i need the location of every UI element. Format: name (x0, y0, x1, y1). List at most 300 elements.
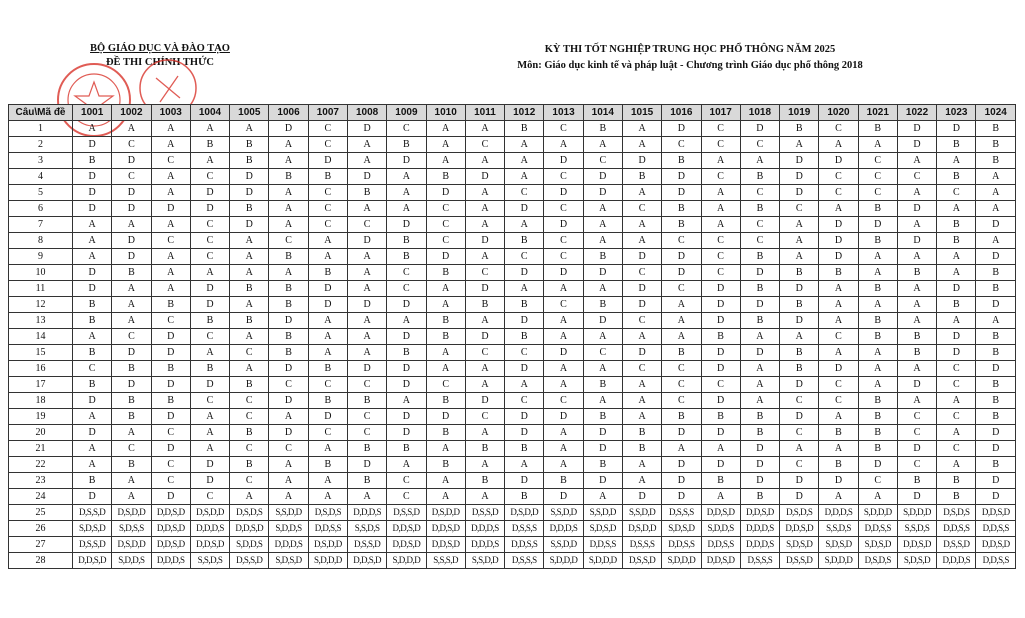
answer-cell: S,D,S,D (780, 537, 819, 553)
answer-cell: D (505, 473, 544, 489)
answer-cell: A (937, 313, 976, 329)
answer-cell: B (858, 441, 897, 457)
answer-cell: D (387, 329, 426, 345)
answer-cell: D (583, 169, 622, 185)
answer-cell: D (976, 425, 1016, 441)
answer-cell: A (583, 489, 622, 505)
answer-cell: A (858, 297, 897, 313)
answer-cell: A (897, 249, 936, 265)
answer-cell: C (819, 169, 858, 185)
answer-cell: C (937, 409, 976, 425)
answer-cell: D (780, 281, 819, 297)
table-row (9, 521, 1016, 537)
answer-cell: A (937, 457, 976, 473)
answer-cell: A (112, 313, 151, 329)
exam-subject: Môn: Giáo dục kinh tế và pháp luật - Chương trình Giáo dục phổ thông 2018 (517, 60, 863, 71)
answer-cell: C (230, 393, 269, 409)
answer-cell: A (308, 233, 347, 249)
answer-cell: D (544, 345, 583, 361)
table-row (9, 233, 1016, 249)
answer-cell: D,S,S,D (73, 537, 112, 553)
answer-cell: D (308, 409, 347, 425)
answer-cell: B (858, 425, 897, 441)
answer-cell: B (387, 441, 426, 457)
answer-cell: A (780, 217, 819, 233)
answer-cell: D (858, 217, 897, 233)
official-exam-label: ĐỀ THI CHÍNH THỨC (105, 57, 215, 68)
answer-cell: D (230, 185, 269, 201)
answer-cell: D (190, 457, 229, 473)
answer-cell: A (622, 473, 661, 489)
answer-cell: A (976, 201, 1016, 217)
answer-cell: B (387, 233, 426, 249)
answer-cell: B (976, 121, 1016, 137)
exam-code-header: 1024 (976, 105, 1016, 121)
answer-cell: A (583, 393, 622, 409)
answer-cell: A (858, 489, 897, 505)
answer-cell: B (976, 345, 1016, 361)
answer-cell: B (347, 185, 386, 201)
answer-cell: D,D,S,D (426, 537, 465, 553)
answer-cell: B (387, 137, 426, 153)
answer-cell: D,D,S,D (347, 553, 386, 569)
answer-cell: D (583, 265, 622, 281)
answer-cell: S,D,S,D (662, 521, 701, 537)
answer-cell: D (740, 473, 779, 489)
answer-cell: D (976, 473, 1016, 489)
table-row (9, 121, 1016, 137)
answer-cell: C (819, 329, 858, 345)
answer-cell: D,S,D,D (190, 505, 229, 521)
answer-cell: B (190, 137, 229, 153)
answer-cell: C (819, 393, 858, 409)
answer-cell: A (230, 297, 269, 313)
answer-cell: D,S,D,S (858, 553, 897, 569)
answer-cell: C (780, 201, 819, 217)
answer-cell: D (426, 185, 465, 201)
answer-cell: D (780, 377, 819, 393)
answer-cell: A (387, 185, 426, 201)
question-number: 6 (9, 201, 73, 217)
answer-cell: A (151, 249, 190, 265)
answer-cell: D,D,S,D (387, 521, 426, 537)
answer-cell: A (347, 281, 386, 297)
answer-cell: D,D,D,S (740, 521, 779, 537)
answer-cell: C (465, 137, 504, 153)
answer-cell: C (662, 137, 701, 153)
answer-cell: A (858, 249, 897, 265)
answer-cell: C (544, 233, 583, 249)
answer-cell: S,D,S,S (112, 521, 151, 537)
exam-code-header: 1011 (465, 105, 504, 121)
answer-cell: B (976, 281, 1016, 297)
answer-cell: D (151, 489, 190, 505)
question-number: 5 (9, 185, 73, 201)
answer-cell: D (269, 361, 308, 377)
answer-cell: D (112, 201, 151, 217)
answer-cell: D,S,S,D (230, 553, 269, 569)
table-row (9, 457, 1016, 473)
answer-cell: A (937, 249, 976, 265)
exam-code-header: 1016 (662, 105, 701, 121)
answer-cell: D (73, 425, 112, 441)
answer-cell: A (937, 265, 976, 281)
answer-cell: B (347, 393, 386, 409)
answer-cell: A (505, 137, 544, 153)
answer-cell: D,S,S,D (937, 537, 976, 553)
answer-cell: D (465, 281, 504, 297)
answer-cell: A (112, 297, 151, 313)
answer-cell: A (465, 489, 504, 505)
answer-cell: C (347, 377, 386, 393)
answer-cell: A (858, 361, 897, 377)
answer-cell: A (151, 185, 190, 201)
answer-cell: B (701, 329, 740, 345)
answer-cell: C (347, 409, 386, 425)
question-number: 12 (9, 297, 73, 313)
answer-cell: C (544, 169, 583, 185)
answer-cell: C (347, 425, 386, 441)
answer-cell: D,S,D,D (505, 505, 544, 521)
answer-cell: A (740, 329, 779, 345)
answer-cell: C (387, 265, 426, 281)
answer-cell: C (701, 233, 740, 249)
answer-cell: D,S,D,D (622, 521, 661, 537)
answer-cell: D (976, 361, 1016, 377)
answer-cell: S,S,D,D (622, 505, 661, 521)
answer-cell: A (583, 233, 622, 249)
answer-cell: D (73, 265, 112, 281)
answer-cell: D (897, 233, 936, 249)
question-number: 11 (9, 281, 73, 297)
answer-cell: B (387, 249, 426, 265)
answer-cell: A (819, 489, 858, 505)
exam-code-header: 1021 (858, 105, 897, 121)
answer-cell: A (858, 345, 897, 361)
question-number: 21 (9, 441, 73, 457)
answer-cell: D (347, 457, 386, 473)
answer-cell: B (426, 425, 465, 441)
answer-cell: D (583, 313, 622, 329)
answer-cell: A (622, 329, 661, 345)
answer-cell: B (740, 313, 779, 329)
answer-cell: A (544, 313, 583, 329)
answer-cell: B (426, 329, 465, 345)
answer-cell: B (662, 201, 701, 217)
answer-cell: B (976, 409, 1016, 425)
answer-cell: D (662, 249, 701, 265)
answer-cell: A (230, 121, 269, 137)
exam-code-header: 1022 (897, 105, 936, 121)
answer-cell: B (937, 169, 976, 185)
answer-cell: D (112, 249, 151, 265)
answer-cell: C (544, 201, 583, 217)
answer-cell: A (819, 201, 858, 217)
answer-cell: D (897, 201, 936, 217)
answer-cell: A (347, 313, 386, 329)
answer-cell: B (662, 345, 701, 361)
answer-cell: A (112, 217, 151, 233)
answer-cell: B (269, 329, 308, 345)
answer-cell: B (269, 345, 308, 361)
answer-cell: A (465, 121, 504, 137)
answer-cell: A (897, 361, 936, 377)
answer-cell: D (505, 313, 544, 329)
answer-cell: A (465, 457, 504, 473)
question-number: 4 (9, 169, 73, 185)
answer-cell: B (73, 345, 112, 361)
answer-cell: B (819, 457, 858, 473)
answer-cell: C (426, 201, 465, 217)
answer-cell: A (465, 185, 504, 201)
answer-cell: D (897, 137, 936, 153)
answer-cell: D (819, 473, 858, 489)
answer-cell: A (976, 233, 1016, 249)
question-number: 23 (9, 473, 73, 489)
answer-cell: D (190, 297, 229, 313)
answer-cell: B (230, 457, 269, 473)
answer-cell: D (151, 345, 190, 361)
answer-cell: D (740, 121, 779, 137)
answer-cell: C (151, 425, 190, 441)
answer-cell: A (426, 345, 465, 361)
answer-cell: C (662, 393, 701, 409)
answer-cell: A (622, 185, 661, 201)
answer-cell: C (308, 377, 347, 393)
answer-cell: D (897, 489, 936, 505)
answer-cell: D (701, 313, 740, 329)
answer-cell: B (308, 169, 347, 185)
answer-cell: D (976, 249, 1016, 265)
answer-cell: B (112, 361, 151, 377)
answer-cell: B (937, 489, 976, 505)
answer-cell: D (308, 281, 347, 297)
answer-cell: A (190, 409, 229, 425)
answer-cell: A (897, 153, 936, 169)
answer-cell: C (701, 121, 740, 137)
answer-cell: A (387, 313, 426, 329)
answer-cell: D (347, 233, 386, 249)
answer-cell: B (151, 297, 190, 313)
answer-cell: C (347, 217, 386, 233)
answer-cell: A (505, 377, 544, 393)
answer-cell: D (701, 281, 740, 297)
question-number: 19 (9, 409, 73, 425)
answer-cell: D (976, 297, 1016, 313)
answer-cell: A (426, 473, 465, 489)
answer-cell: D (73, 489, 112, 505)
answer-cell: A (151, 281, 190, 297)
answer-cell: C (740, 233, 779, 249)
answer-cell: C (426, 217, 465, 233)
answer-cell: D (387, 153, 426, 169)
table-row (9, 201, 1016, 217)
answer-cell: A (426, 137, 465, 153)
answer-cell: A (780, 233, 819, 249)
answer-cell: D,S,S,S (662, 505, 701, 521)
answer-cell: C (112, 441, 151, 457)
answer-cell: C (701, 169, 740, 185)
answer-cell: B (73, 473, 112, 489)
answer-cell: C (505, 393, 544, 409)
answer-cell: B (544, 473, 583, 489)
answer-cell: A (937, 393, 976, 409)
answer-cell: D (387, 297, 426, 313)
answer-cell: C (505, 249, 544, 265)
answer-cell: S,D,S,D (858, 537, 897, 553)
answer-cell: A (544, 441, 583, 457)
answer-cell: B (308, 265, 347, 281)
answer-cell: B (622, 169, 661, 185)
question-number: 18 (9, 393, 73, 409)
answer-cell: A (73, 409, 112, 425)
answer-cell: A (740, 377, 779, 393)
answer-cell: A (544, 425, 583, 441)
table-row (9, 345, 1016, 361)
answer-cell: C (740, 217, 779, 233)
answer-cell: A (387, 457, 426, 473)
answer-cell: D (701, 345, 740, 361)
answer-cell: A (151, 121, 190, 137)
answer-cell: D,D,D,S (269, 537, 308, 553)
answer-cell: A (151, 265, 190, 281)
answer-cell: D,S,S,D (347, 537, 386, 553)
answer-cell: B (858, 393, 897, 409)
question-number: 24 (9, 489, 73, 505)
answer-cell: A (465, 361, 504, 377)
answer-cell: S,D,D,D (308, 553, 347, 569)
answer-cell: D,S,S,D (387, 505, 426, 521)
answer-cell: C (819, 121, 858, 137)
answer-cell: C (622, 201, 661, 217)
answer-cell: B (151, 393, 190, 409)
answer-cell: C (308, 217, 347, 233)
answer-cell: C (937, 361, 976, 377)
answer-cell: C (151, 473, 190, 489)
answer-cell: B (269, 249, 308, 265)
answer-cell: D,D,D,S (347, 505, 386, 521)
answer-cell: B (308, 361, 347, 377)
answer-cell: A (151, 137, 190, 153)
question-number: 28 (9, 553, 73, 569)
answer-cell: D (780, 409, 819, 425)
answer-cell: A (780, 137, 819, 153)
answer-cell: C (387, 489, 426, 505)
answer-cell: D,D,S,D (151, 521, 190, 537)
answer-cell: C (230, 409, 269, 425)
answer-cell: C (269, 441, 308, 457)
answer-cell: C (465, 409, 504, 425)
answer-cell: D (622, 249, 661, 265)
answer-cell: C (544, 393, 583, 409)
answer-cell: A (465, 249, 504, 265)
answer-cell: B (858, 313, 897, 329)
answer-cell: D (544, 185, 583, 201)
answer-cell: A (426, 489, 465, 505)
answer-cell: D (937, 329, 976, 345)
answer-cell: A (622, 409, 661, 425)
answer-cell: D (897, 377, 936, 393)
answer-cell: B (976, 137, 1016, 153)
answer-cell: A (701, 153, 740, 169)
answer-cell: D (151, 201, 190, 217)
answer-cell: D,D,S,S (583, 537, 622, 553)
question-number: 17 (9, 377, 73, 393)
answer-cell: D (858, 457, 897, 473)
answer-cell: A (622, 137, 661, 153)
answer-cell: D,S,S,D (73, 505, 112, 521)
answer-cell: B (308, 393, 347, 409)
answer-cell: B (269, 281, 308, 297)
answer-cell: B (740, 409, 779, 425)
answer-cell: B (976, 377, 1016, 393)
answer-cell: A (190, 265, 229, 281)
question-number: 3 (9, 153, 73, 169)
answer-cell: S,S,D,D (544, 505, 583, 521)
question-number: 1 (9, 121, 73, 137)
answer-cell: D (190, 473, 229, 489)
answer-cell: D (622, 297, 661, 313)
answer-cell: D,S,S,S (505, 553, 544, 569)
table-row (9, 553, 1016, 569)
question-number: 9 (9, 249, 73, 265)
answer-cell: D (662, 185, 701, 201)
answer-cell: B (937, 233, 976, 249)
answer-cell: C (465, 345, 504, 361)
answer-cell: D (505, 361, 544, 377)
answer-cell: B (819, 425, 858, 441)
answer-cell: B (583, 409, 622, 425)
answer-cell: D (505, 425, 544, 441)
answer-cell: C (151, 153, 190, 169)
answer-cell: C (151, 313, 190, 329)
answer-cell: A (544, 329, 583, 345)
answer-cell: C (544, 249, 583, 265)
answer-cell: D (426, 409, 465, 425)
answer-cell: C (230, 473, 269, 489)
table-row (9, 409, 1016, 425)
answer-cell: A (112, 121, 151, 137)
answer-cell: D (269, 425, 308, 441)
answer-cell: B (976, 393, 1016, 409)
table-row (9, 137, 1016, 153)
answer-cell: C (622, 265, 661, 281)
answer-cell: A (583, 361, 622, 377)
answer-cell: B (465, 297, 504, 313)
table-row (9, 393, 1016, 409)
exam-code-header: 1006 (269, 105, 308, 121)
answer-cell: C (544, 297, 583, 313)
answer-cell: A (269, 185, 308, 201)
answer-cell: C (937, 441, 976, 457)
table-row (9, 281, 1016, 297)
answer-cell: B (662, 217, 701, 233)
answer-cell: A (465, 377, 504, 393)
answer-cell: A (780, 249, 819, 265)
answer-cell: A (740, 153, 779, 169)
answer-cell: A (112, 473, 151, 489)
answer-cell: A (230, 233, 269, 249)
answer-cell: C (780, 425, 819, 441)
answer-cell: D (544, 153, 583, 169)
exam-code-header: 1023 (937, 105, 976, 121)
answer-cell: A (308, 473, 347, 489)
exam-code-header: 1004 (190, 105, 229, 121)
answer-cell: D (73, 393, 112, 409)
answer-cell: D (622, 153, 661, 169)
question-number: 8 (9, 233, 73, 249)
answer-cell: D,D,S,D (740, 505, 779, 521)
